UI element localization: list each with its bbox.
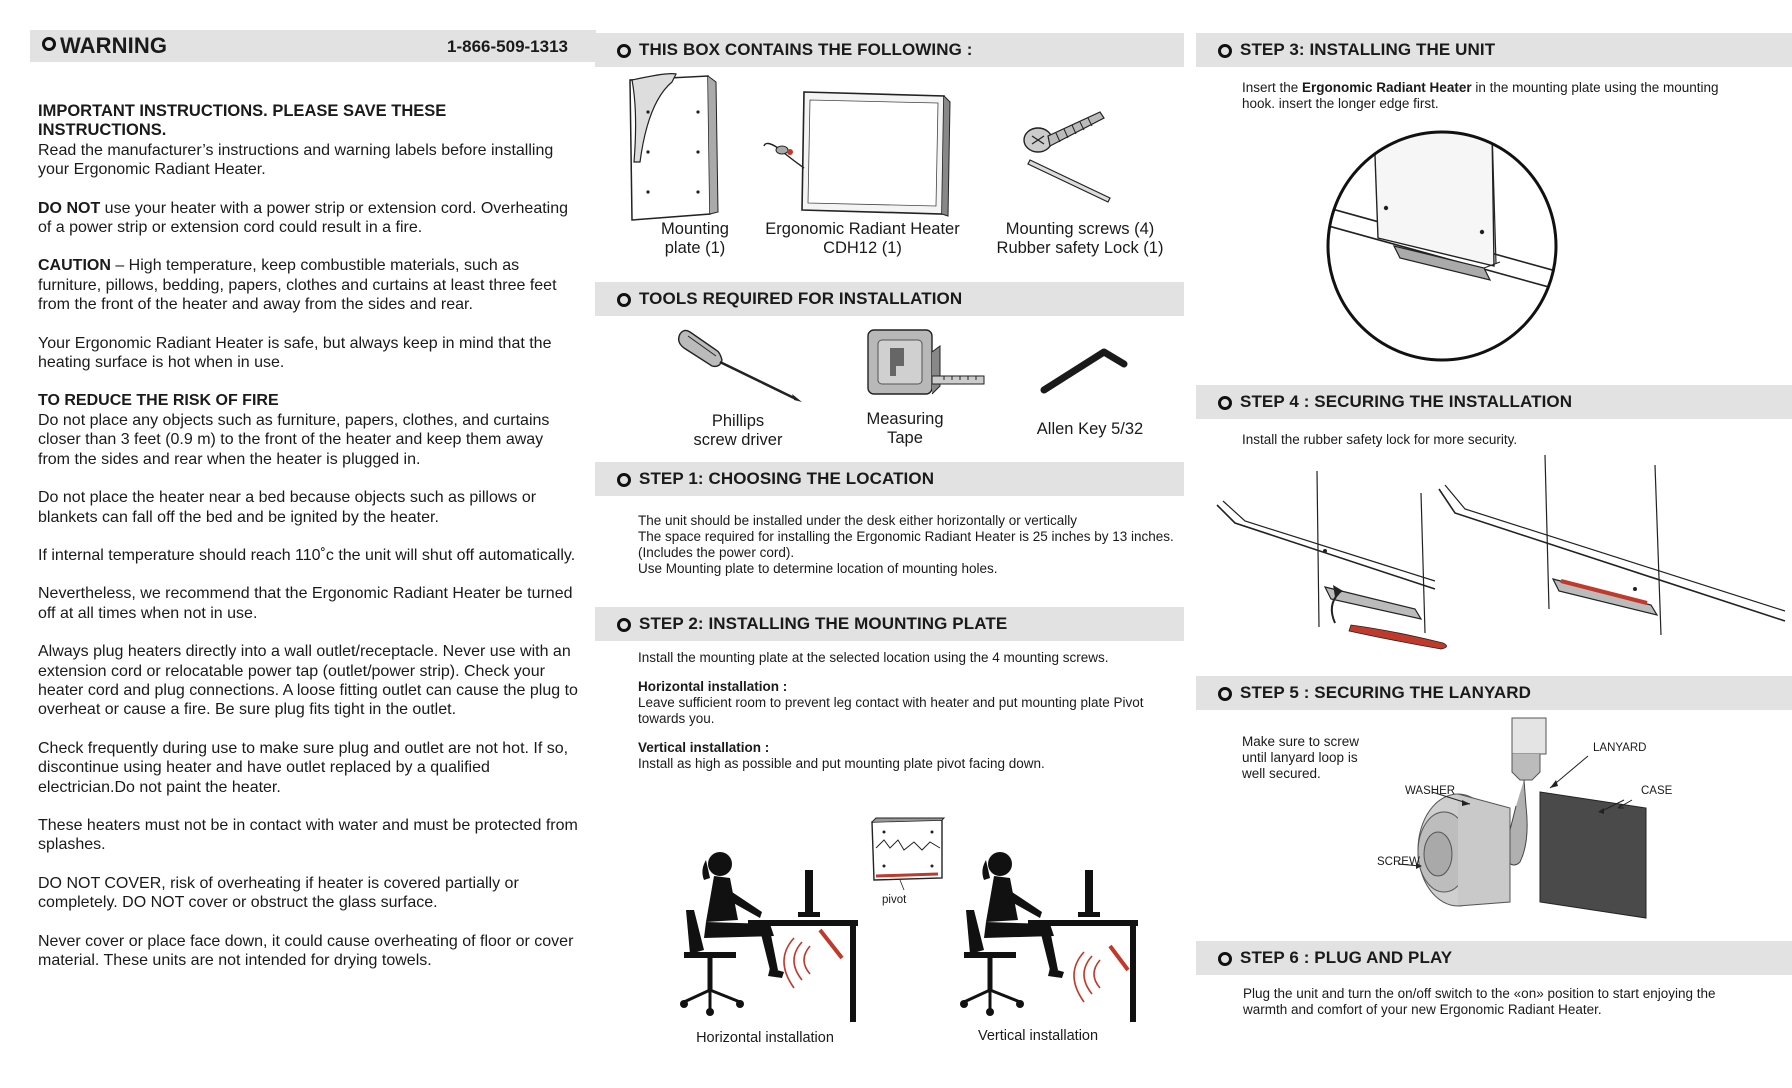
horizontal-desk-illustration	[670, 850, 860, 1025]
step3-header	[1196, 33, 1792, 67]
pivot-label: pivot	[882, 894, 907, 906]
warning-header	[30, 30, 596, 62]
tape-label-line1: Measuring	[866, 410, 944, 428]
bullet-icon	[1218, 44, 1232, 58]
step6-header	[1196, 941, 1792, 975]
water-paragraph: These heaters must not be in contact with water and must be protected from splashes.	[38, 816, 578, 854]
step3-title: STEP 3: INSTALLING THE UNIT	[1240, 40, 1496, 59]
step2-horizontal-label: Horizontal installation :	[638, 679, 788, 694]
allen-key-label: Allen Key 5/32	[1036, 420, 1144, 438]
step5-title: STEP 5 : SECURING THE LANYARD	[1240, 683, 1532, 702]
bullet-icon	[1218, 687, 1232, 701]
case-label: CASE	[1641, 785, 1673, 797]
mounting-plate-illustration	[628, 72, 738, 222]
caution-paragraph	[38, 256, 578, 314]
heater-label-line1: Ergonomic Radiant Heater	[765, 220, 960, 238]
bullet-icon	[617, 293, 631, 307]
step1-header	[595, 462, 1184, 496]
step5-body: Make sure to screw until lanyard loop is well secured.	[1242, 734, 1360, 781]
box-title: THIS BOX CONTAINS THE FOLLOWING :	[639, 40, 973, 59]
step2-header	[595, 607, 1184, 641]
step1-line2: The space required for installing the Ergonomic Radiant Heater is 25 inches by 13 inches. (Includes the power cord).	[638, 529, 1174, 560]
pivot-plate-illustration	[870, 818, 946, 892]
step3-post: in the mounting plate using the mounting hook. insert the longer edge first.	[1242, 80, 1719, 111]
fire-heading: TO REDUCE THE RISK OF FIRE	[38, 392, 279, 410]
step1-line3: Use Mounting plate to determine location of mounting holes.	[638, 561, 998, 576]
bullet-icon	[617, 44, 631, 58]
lanyard-label: LANYARD	[1593, 742, 1647, 754]
step3-body	[1242, 80, 1732, 112]
step3-bold: Ergonomic Radiant Heater	[1302, 80, 1472, 95]
caution-label: CAUTION	[38, 257, 111, 275]
allen-key-illustration	[1040, 346, 1130, 396]
step5-header	[1196, 676, 1792, 710]
mounting-plate-label-line2: plate (1)	[664, 239, 726, 257]
step4-illustration	[1215, 455, 1792, 670]
warning-heading: IMPORTANT INSTRUCTIONS. PLEASE SAVE THESE INSTRUCTIONS.	[38, 102, 447, 140]
face-paragraph: Never cover or place face down, it could cause overheating of floor or cover material. These units are not intended for drying towels.	[38, 932, 574, 969]
recommend-paragraph: Nevertheless, we recommend that the Ergonomic Radiant Heater be turned off at all times when not in use.	[38, 585, 573, 622]
step1-title: STEP 1: CHOOSING THE LOCATION	[639, 469, 935, 488]
screwdriver-label	[668, 412, 808, 450]
screws-label-line2: Rubber safety Lock (1)	[996, 239, 1164, 257]
bullet-icon	[42, 37, 56, 51]
cover-paragraph: DO NOT COVER, risk of overheating if heater is covered partially or completely. DO NOT cover or obstruct the glass surface.	[38, 874, 519, 912]
step6-body: Plug the unit and turn the on/off switch to the «on» position to start enjoying the warmth and comfort of your new Ergonomic Radiant Heater.	[1243, 986, 1716, 1017]
step3-illustration	[1324, 128, 1560, 364]
step1-line1: The unit should be installed under the desk either horizontally or vertically	[638, 513, 1077, 528]
warning-title: WARNING	[60, 33, 168, 58]
box-header	[595, 33, 1184, 67]
tools-title: TOOLS REQUIRED FOR INSTALLATION	[639, 289, 963, 308]
bed-paragraph: Do not place the heater near a bed because objects such as pillows or blankets can fall off the bed and be ignited by the heater.	[38, 489, 537, 526]
step2-vertical-label: Vertical installation :	[638, 740, 770, 755]
step2-horizontal-text: Leave sufficient room to prevent leg contact with heater and put mounting plate Pivot towards you.	[638, 695, 1144, 726]
step2-vertical-text: Install as high as possible and put mounting plate pivot facing down.	[638, 756, 1045, 771]
bullet-icon	[617, 618, 631, 632]
screw-and-lock-illustration	[1020, 108, 1120, 208]
bullet-icon	[1218, 952, 1232, 966]
vertical-caption: Vertical installation	[977, 1028, 1099, 1044]
step2-body	[638, 650, 1148, 772]
fire-paragraph: Do not place any objects such as furniture, papers, clothes, and curtains closer than 3 feet (0.9 m) to the front of the heater and keep them away from the sides and rear when the heater is plugged in.	[38, 411, 550, 468]
screwdriver-label-line1: Phillips	[711, 412, 765, 430]
step4-body: Install the rubber safety lock for more security.	[1242, 432, 1518, 447]
phone-number: 1-866-509-1313	[447, 37, 568, 56]
tape-label-line2: Tape	[887, 429, 923, 447]
horizontal-caption: Horizontal installation	[696, 1030, 834, 1046]
temp-paragraph: If internal temperature should reach 110˚c the unit will shut off automatically.	[38, 546, 576, 564]
step4-header	[1196, 385, 1792, 419]
plug-paragraph: Always plug heaters directly into a wall outlet/receptacle. Never use with an extension cord or relocatable power tap (outlet/power strip). Check your heater cord and plug connections. A loose fitting outlet can cause the plug to overheat or cause a fire. Be sure plug fits tight in the outlet.	[38, 643, 578, 719]
check-paragraph: Check frequently during use to make sure plug and outlet are not hot. If so, discontinue using heater and have outlet replaced by a qualified electrician.Do not paint the heater.	[38, 739, 569, 796]
warning-intro: Read the manufacturer’s instructions and warning labels before installing your Ergonomic Radiant Heater.	[38, 141, 554, 179]
donot-label: DO NOT	[38, 199, 101, 217]
bullet-icon	[1218, 396, 1232, 410]
donot-paragraph	[38, 199, 578, 238]
vertical-desk-illustration	[950, 850, 1140, 1025]
step2-intro: Install the mounting plate at the selected location using the 4 mounting screws.	[638, 650, 1109, 665]
heater-label	[750, 220, 975, 258]
mounting-plate-label-line1: Mounting	[661, 220, 729, 238]
tools-header	[595, 282, 1184, 316]
heater-illustration	[760, 88, 950, 218]
step6-title: STEP 6 : PLUG AND PLAY	[1240, 948, 1453, 967]
safe-paragraph: Your Ergonomic Radiant Heater is safe, but always keep in mind that the heating surface is hot when in use.	[38, 334, 552, 372]
screws-label	[980, 220, 1180, 258]
caution-text: – High temperature, keep combustible materials, such as furniture, pillows, bedding, papers, clothes and curtains at least three feet from the front of the heater and away from the sides and rear.	[38, 257, 557, 314]
washer-label: WASHER	[1405, 785, 1456, 797]
screw-label: SCREW	[1377, 856, 1420, 868]
warning-body	[38, 102, 578, 989]
step2-title: STEP 2: INSTALLING THE MOUNTING PLATE	[639, 614, 1008, 633]
mounting-plate-label	[640, 220, 750, 258]
tape-label	[850, 410, 960, 448]
donot-text: use your heater with a power strip or extension cord. Overheating of a power strip or extension cord could result in a fire.	[38, 199, 569, 237]
step1-body	[638, 513, 1178, 577]
screws-label-line1: Mounting screws (4)	[1005, 220, 1155, 238]
screwdriver-illustration	[676, 328, 806, 404]
measuring-tape-illustration	[864, 326, 994, 400]
step3-pre: Insert the	[1242, 80, 1303, 95]
heater-label-line2: CDH12 (1)	[823, 239, 902, 257]
bullet-icon	[617, 473, 631, 487]
step4-title: STEP 4 : SECURING THE INSTALLATION	[1240, 392, 1573, 411]
screwdriver-label-line2: screw driver	[693, 431, 783, 449]
